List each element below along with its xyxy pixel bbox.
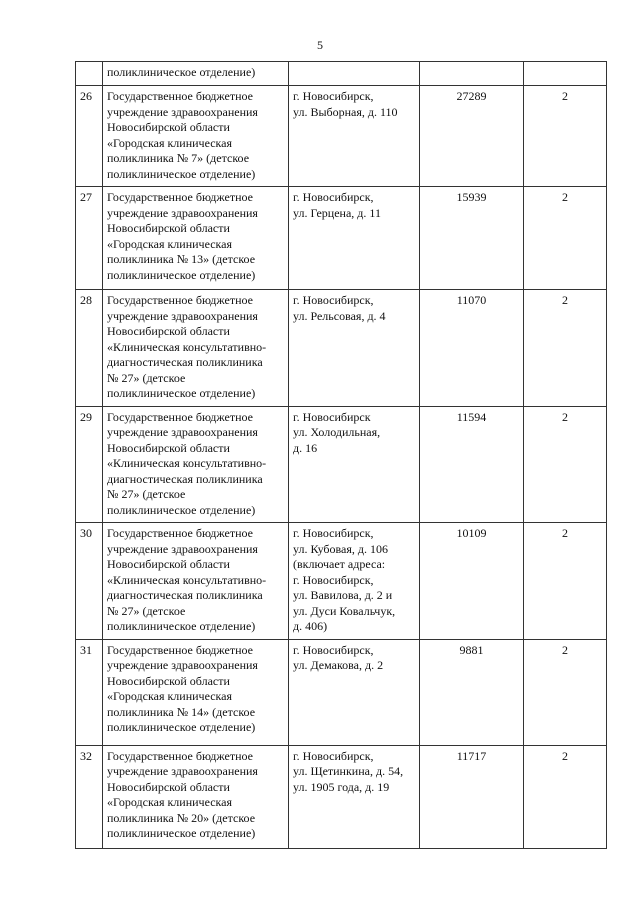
name-line: учреждение здравоохранения	[107, 308, 258, 323]
address-line: ул. Вавилова, д. 2 и	[293, 588, 393, 602]
table-row	[76, 86, 607, 187]
page-number: 5	[317, 38, 323, 52]
cell-count: 27289	[420, 86, 524, 187]
name-line: Государственное бюджетное	[107, 642, 253, 657]
cell-name	[103, 745, 289, 848]
name-line: учреждение здравоохранения	[107, 658, 258, 672]
name-line: Государственное бюджетное	[107, 293, 253, 307]
cell-count: 15939	[420, 187, 524, 290]
cell-address	[289, 187, 420, 290]
name-line: поликлиническое отделение)	[107, 166, 256, 181]
name-line: «Городская клиническая	[107, 236, 233, 251]
name-line: Новосибирской области	[107, 673, 230, 688]
name-line: поликлиническое отделение)	[107, 502, 256, 517]
cell-qty: 2	[524, 290, 607, 407]
name-line: поликлиническое отделение)	[107, 720, 256, 734]
name-line: № 27» (детское	[107, 487, 186, 501]
cell-num: 30	[76, 523, 103, 640]
cell-count: 11717	[420, 745, 524, 848]
address-line: ул. Герцена, д. 11	[293, 205, 381, 220]
name-line: поликлиническое отделение)	[107, 65, 256, 79]
address-line: ул. 1905 года, д. 19	[293, 779, 390, 794]
name-line: учреждение здравоохранения	[107, 764, 258, 778]
name-line: поликлиника № 13» (детское	[107, 252, 256, 266]
cell-count: 11594	[420, 406, 524, 523]
address-line: г. Новосибирск,	[293, 190, 374, 204]
cell-name	[103, 406, 289, 523]
registry-table	[75, 61, 607, 849]
cell-name	[103, 290, 289, 407]
address-line: г. Новосибирск,	[293, 748, 374, 763]
name-line: № 27» (детское	[107, 370, 186, 385]
name-line: «Клиническая консультативно-	[107, 339, 267, 354]
cell-qty: 2	[524, 187, 607, 290]
name-line: № 27» (детское	[107, 603, 186, 618]
name-line: поликлиника № 20» (детское	[107, 810, 256, 825]
cell-num: 28	[76, 290, 103, 407]
cell-qty: 2	[524, 745, 607, 848]
cell-count: 9881	[420, 639, 524, 745]
table-row	[76, 187, 607, 290]
name-line: «Клиническая консультативно-	[107, 572, 267, 587]
cell-count: 11070	[420, 290, 524, 407]
name-line: поликлиника № 7» (детское	[107, 151, 250, 165]
cell-qty	[524, 62, 607, 86]
name-line: Государственное бюджетное	[107, 526, 253, 540]
name-line: Государственное бюджетное	[107, 89, 253, 103]
name-line: поликлиника № 14» (детское	[107, 704, 256, 719]
name-line: «Городская клиническая	[107, 135, 233, 150]
cell-count: 10109	[420, 523, 524, 640]
name-line: Новосибирской области	[107, 324, 230, 338]
cell-address	[289, 290, 420, 407]
name-line: учреждение здравоохранения	[107, 205, 258, 220]
table-row-continuation	[76, 62, 607, 86]
cell-address	[289, 62, 420, 86]
cell-name	[103, 523, 289, 640]
table-row	[76, 523, 607, 640]
cell-qty: 2	[524, 406, 607, 523]
cell-name	[103, 86, 289, 187]
name-line: «Городская клиническая	[107, 689, 233, 703]
name-line: Новосибирской области	[107, 221, 230, 235]
table-row	[76, 290, 607, 407]
cell-name	[103, 62, 289, 86]
cell-num: 26	[76, 86, 103, 187]
name-line: Государственное бюджетное	[107, 190, 253, 204]
name-line: поликлиническое отделение)	[107, 386, 256, 400]
table-body	[76, 62, 607, 849]
cell-num: 27	[76, 187, 103, 290]
name-line: учреждение здравоохранения	[107, 541, 258, 556]
address-line: (включает адреса:	[293, 557, 386, 571]
address-line: ул. Кубовая, д. 106	[293, 541, 388, 556]
name-line: поликлиническое отделение)	[107, 826, 256, 840]
name-line: поликлиническое отделение)	[107, 267, 256, 282]
name-line: диагностическая поликлиника	[107, 355, 263, 369]
name-line: диагностическая поликлиника	[107, 471, 263, 486]
name-line: диагностическая поликлиника	[107, 588, 263, 602]
cell-address	[289, 523, 420, 640]
name-line: Государственное бюджетное	[107, 748, 253, 763]
cell-name	[103, 187, 289, 290]
cell-num: 32	[76, 745, 103, 848]
name-line: Новосибирской области	[107, 120, 230, 134]
cell-num: 29	[76, 406, 103, 523]
name-line: «Городская клиническая	[107, 795, 233, 809]
name-line: учреждение здравоохранения	[107, 425, 258, 439]
address-line: д. 16	[293, 440, 318, 455]
cell-address	[289, 86, 420, 187]
address-line: ул. Дуси Ковальчук,	[293, 603, 396, 618]
address-line: г. Новосибирск,	[293, 89, 374, 103]
name-line: Новосибирской области	[107, 557, 230, 571]
cell-address	[289, 406, 420, 523]
name-line: Новосибирской области	[107, 440, 230, 455]
address-line: г. Новосибирск,	[293, 572, 374, 587]
table-row	[76, 406, 607, 523]
address-line: ул. Выборная, д. 110	[293, 104, 398, 119]
address-line: ул. Рельсовая, д. 4	[293, 308, 386, 323]
cell-address	[289, 745, 420, 848]
address-line: ул. Демакова, д. 2	[293, 658, 384, 672]
cell-count	[420, 62, 524, 86]
address-line: д. 406)	[293, 619, 328, 633]
address-line: г. Новосибирск,	[293, 642, 374, 657]
cell-qty: 2	[524, 523, 607, 640]
address-line: г. Новосибирск,	[293, 293, 374, 307]
address-line: ул. Щетинкина, д. 54,	[293, 764, 404, 778]
name-line: поликлиническое отделение)	[107, 619, 256, 633]
name-line: Новосибирской области	[107, 779, 230, 794]
cell-qty: 2	[524, 639, 607, 745]
cell-num: 31	[76, 639, 103, 745]
cell-name	[103, 639, 289, 745]
address-line: г. Новосибирск,	[293, 526, 374, 540]
cell-address	[289, 639, 420, 745]
name-line: Государственное бюджетное	[107, 409, 253, 424]
address-line: ул. Холодильная,	[293, 425, 381, 439]
cell-qty: 2	[524, 86, 607, 187]
address-line: г. Новосибирск	[293, 409, 371, 424]
name-line: учреждение здравоохранения	[107, 104, 258, 119]
cell-num	[76, 62, 103, 86]
table-row	[76, 639, 607, 745]
name-line: «Клиническая консультативно-	[107, 456, 267, 470]
table-row	[76, 745, 607, 848]
